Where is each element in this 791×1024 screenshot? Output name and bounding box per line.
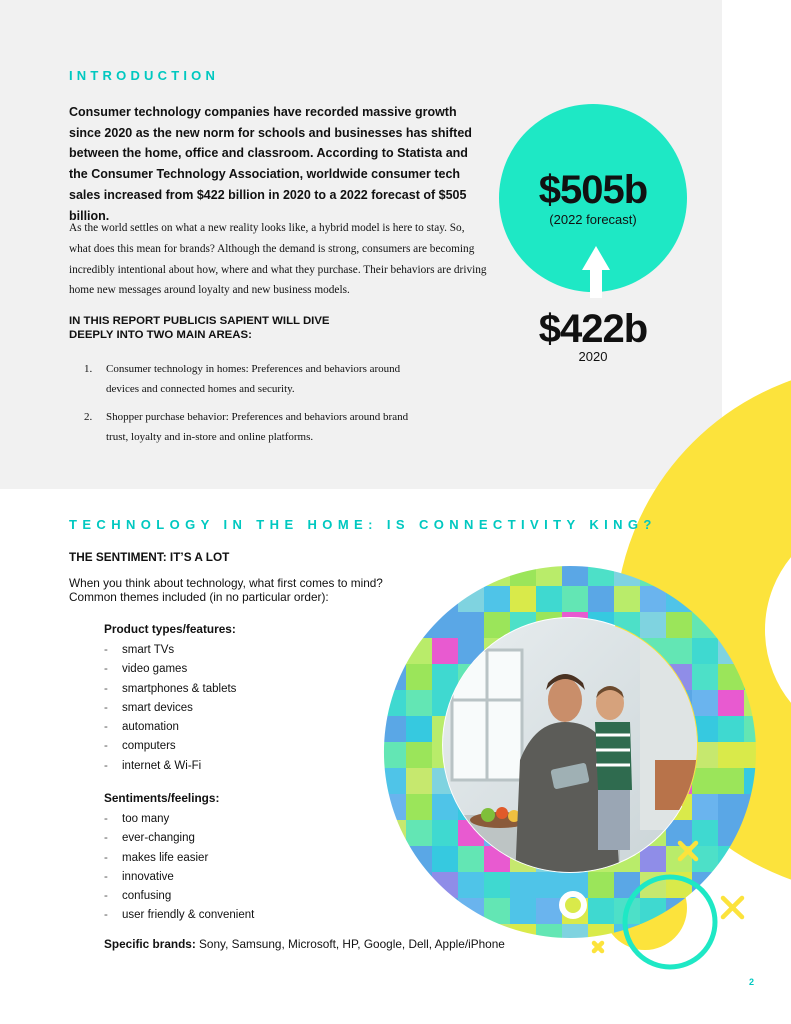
mosaic-tile [718, 638, 744, 664]
mosaic-tile [406, 638, 432, 664]
mosaic-tile [406, 898, 432, 924]
mosaic-tile [380, 872, 406, 898]
mosaic-tile [640, 560, 666, 586]
mosaic-tile [666, 560, 692, 586]
mosaic-tile [692, 690, 718, 716]
mosaic-tile [666, 924, 692, 950]
mosaic-tile [406, 612, 432, 638]
list-item: - video games [104, 660, 236, 679]
mosaic-tile [640, 586, 666, 612]
list-item: - confusing [104, 887, 254, 906]
mosaic-tile [510, 898, 536, 924]
mosaic-tile [718, 872, 744, 898]
mosaic-tile [640, 846, 666, 872]
forecast-value: $505b [538, 168, 648, 212]
base-value: $422b [538, 307, 648, 351]
mosaic-tile [432, 898, 458, 924]
list-item: - computers [104, 737, 236, 756]
mosaic-tile [666, 612, 692, 638]
technology-intro-text: When you think about technology, what first comes to mind? Common themes included (in no particular order): [69, 576, 383, 604]
mosaic-tile [432, 820, 458, 846]
mosaic-tile [536, 924, 562, 950]
page-number: 2 [749, 977, 755, 987]
mosaic-tile [380, 768, 406, 794]
mosaic-tile [744, 820, 770, 846]
mosaic-tile [692, 560, 718, 586]
products-title: Product types/features: [104, 622, 236, 636]
mosaic-tile [406, 716, 432, 742]
mosaic-tile [380, 690, 406, 716]
mosaic-tile [718, 794, 744, 820]
list-item: 1. Consumer technology in homes: Preferences and behaviors around devices and connected homes and security. [84, 363, 401, 395]
mosaic-tile [406, 794, 432, 820]
mosaic-tile [406, 872, 432, 898]
mosaic-tile [510, 924, 536, 950]
mosaic-tile [588, 586, 614, 612]
mosaic-tile [744, 664, 770, 690]
mosaic-tile [744, 560, 770, 586]
mosaic-tile [744, 846, 770, 872]
mosaic-tile [588, 872, 614, 898]
mosaic-tile [692, 612, 718, 638]
mosaic-tile [406, 768, 432, 794]
mosaic-tile [588, 898, 614, 924]
mosaic-tile [432, 872, 458, 898]
list-item: - innovative [104, 868, 254, 887]
mosaic-tile [458, 846, 484, 872]
mosaic-tile [380, 664, 406, 690]
list-item: - automation [104, 718, 236, 737]
mosaic-tile [640, 612, 666, 638]
mosaic-tile [432, 794, 458, 820]
mosaic-tile [380, 742, 406, 768]
mosaic-tile [406, 586, 432, 612]
mosaic-tile [458, 612, 484, 638]
mosaic-tile [406, 742, 432, 768]
mosaic-tile [692, 586, 718, 612]
technology-heading: TECHNOLOGY IN THE HOME: IS CONNECTIVITY KING? [69, 517, 657, 532]
mosaic-tile [744, 690, 770, 716]
mosaic-tile [406, 560, 432, 586]
list-item: - user friendly & convenient [104, 906, 254, 925]
mosaic-tile [718, 768, 744, 794]
mosaic-tile [380, 846, 406, 872]
mosaic-tile [718, 924, 744, 950]
mosaic-tile [458, 560, 484, 586]
mosaic-tile [718, 716, 744, 742]
mosaic-tile [744, 612, 770, 638]
mosaic-tile [458, 586, 484, 612]
products-list [104, 641, 236, 776]
brands-text: Sony, Samsung, Microsoft, HP, Google, Dell, Apple/iPhone [195, 937, 505, 951]
mosaic-tile [432, 586, 458, 612]
mosaic-tile [380, 716, 406, 742]
mosaic-tile [744, 742, 770, 768]
list-item: - ever-changing [104, 829, 254, 848]
mosaic-tile [744, 768, 770, 794]
mosaic-tile [536, 898, 562, 924]
mosaic-tile [718, 612, 744, 638]
mosaic-tile [484, 612, 510, 638]
list-item: - internet & Wi-Fi [104, 757, 236, 776]
mosaic-tile [744, 716, 770, 742]
mosaic-tile [666, 638, 692, 664]
mosaic-tile [614, 586, 640, 612]
mosaic-tile [666, 586, 692, 612]
forecast-label: (2022 forecast) [549, 212, 637, 227]
mosaic-tile [744, 586, 770, 612]
report-areas-heading: IN THIS REPORT PUBLICIS SAPIENT WILL DIVE DEEPLY INTO TWO MAIN AREAS: [69, 315, 330, 341]
mosaic-tile [588, 560, 614, 586]
mosaic-tile [744, 924, 770, 950]
mosaic-tile [406, 820, 432, 846]
mosaic-tile [718, 820, 744, 846]
mosaic-tile [718, 690, 744, 716]
mosaic-tile [718, 664, 744, 690]
introduction-heading: INTRODUCTION [69, 68, 220, 83]
mosaic-tile [484, 586, 510, 612]
mosaic-tile [510, 586, 536, 612]
mosaic-tile [692, 638, 718, 664]
mosaic-tile [744, 638, 770, 664]
mosaic-tile [640, 898, 666, 924]
mosaic-tile [562, 924, 588, 950]
mosaic-tile [380, 898, 406, 924]
mosaic-tile [692, 794, 718, 820]
list-item: - smart TVs [104, 641, 236, 660]
mosaic-tile [666, 898, 692, 924]
mosaic-tile [432, 664, 458, 690]
mosaic-tile [380, 794, 406, 820]
mosaic-tile [380, 820, 406, 846]
mosaic-tile [562, 586, 588, 612]
mosaic-tile [380, 638, 406, 664]
list-item: - smartphones & tablets [104, 680, 236, 699]
mosaic-tile [536, 872, 562, 898]
mosaic-tile [718, 846, 744, 872]
mosaic-tile [744, 898, 770, 924]
sentiments-title: Sentiments/feelings: [104, 791, 220, 805]
mosaic-tile [614, 560, 640, 586]
sentiments-list [104, 810, 254, 926]
sentiment-heading: THE SENTIMENT: IT’S A LOT [69, 550, 230, 564]
mosaic-tile [432, 612, 458, 638]
base-year-label: 2020 [578, 349, 608, 364]
mosaic-tile [744, 872, 770, 898]
introduction-body-paragraph: As the world settles on what a new reality looks like, a hybrid model is here to stay. So, what does this mean for brands? Although the demand is strong, consumers are becoming incredibly intentional about how, where and what they purchase. Their behaviors are driving home new messages around loyalty and new business models. [69, 222, 487, 297]
mosaic-tile [718, 742, 744, 768]
mosaic-tile [458, 872, 484, 898]
mosaic-tile [562, 560, 588, 586]
list-item: 2. Shopper purchase behavior: Preferences and behaviors around brand trust, loyalty and in-store and online platforms. [84, 411, 409, 443]
mosaic-tile [692, 664, 718, 690]
mosaic-tile [380, 612, 406, 638]
mosaic-tile [432, 560, 458, 586]
mosaic-tile [432, 638, 458, 664]
mosaic-tile [484, 560, 510, 586]
mosaic-tile [406, 664, 432, 690]
mosaic-tile [484, 898, 510, 924]
mosaic-tile [536, 560, 562, 586]
mosaic-tile [692, 768, 718, 794]
mosaic-tile [484, 872, 510, 898]
mosaic-tile [510, 872, 536, 898]
list-item: - too many [104, 810, 254, 829]
mosaic-tile [744, 794, 770, 820]
mosaic-tile [640, 924, 666, 950]
mosaic-tile [536, 586, 562, 612]
mosaic-tile [432, 846, 458, 872]
introduction-lead-paragraph: Consumer technology companies have recorded massive growth since 2020 as the new norm for schools and businesses has shifted between the home, office and classroom. According to Statista and the Consumer Technology Association, worldwide consumer tech sales increased from $422 billion in 2020 to a 2022 forecast of $505 billion. [69, 105, 472, 223]
mosaic-tile [718, 560, 744, 586]
mosaic-tile [510, 560, 536, 586]
list-item: - smart devices [104, 699, 236, 718]
mosaic-tile [406, 846, 432, 872]
mosaic-tile [458, 898, 484, 924]
list-item: - makes life easier [104, 849, 254, 868]
brands-label: Specific brands: [104, 937, 196, 951]
mosaic-tile [406, 690, 432, 716]
brands-line [104, 937, 505, 951]
mosaic-tile [718, 586, 744, 612]
